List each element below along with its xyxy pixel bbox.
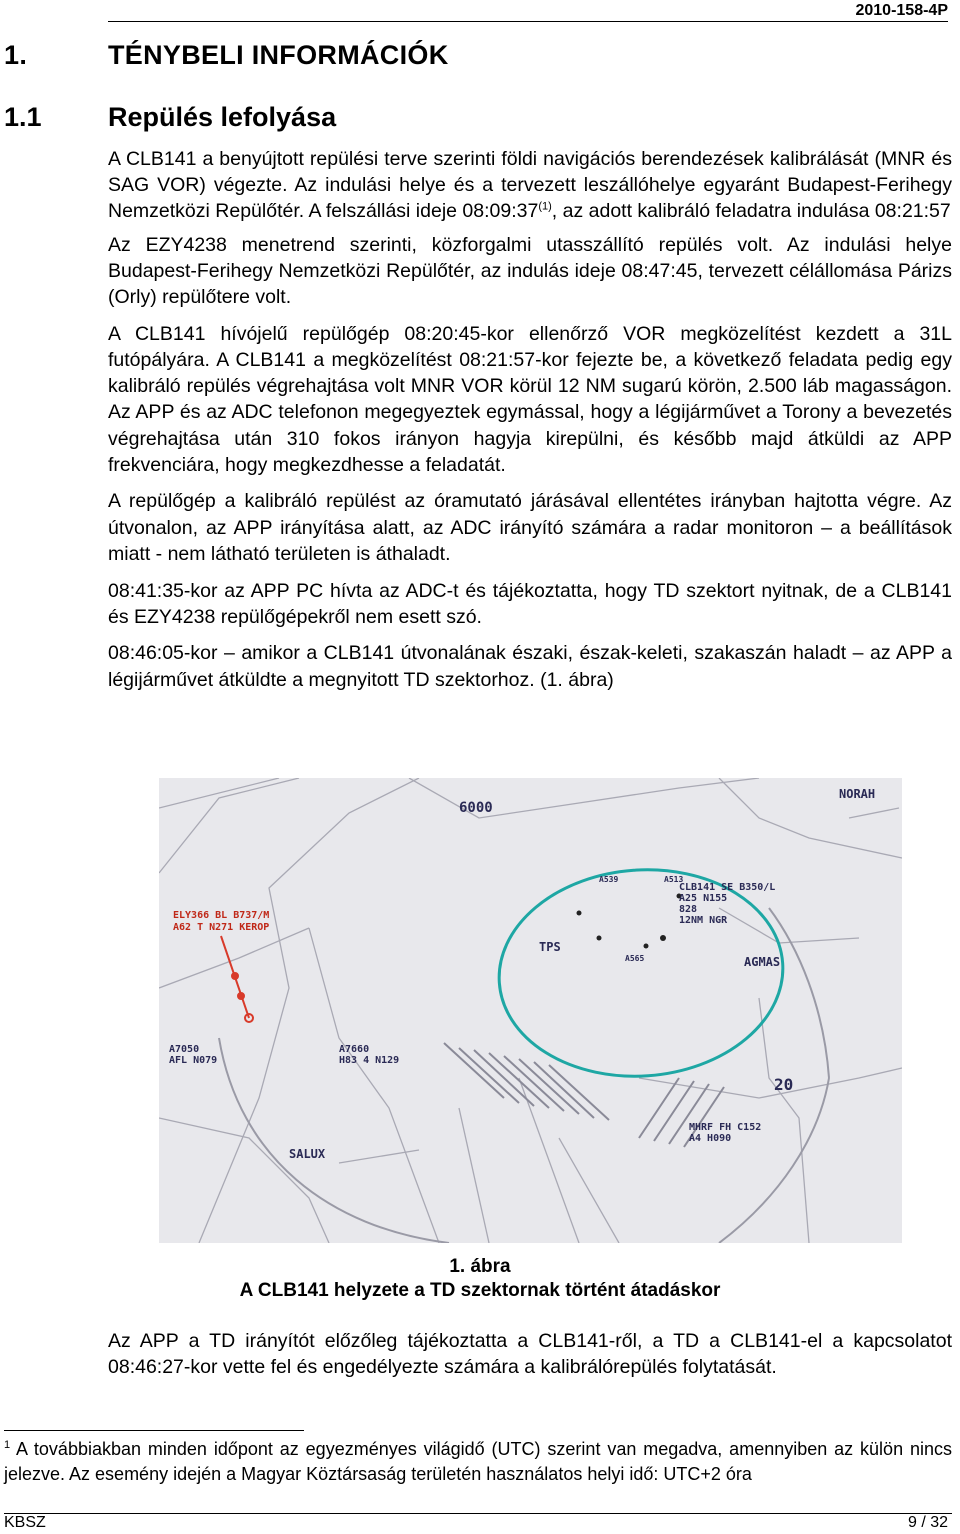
chapter-title: TÉNYBELI INFORMÁCIÓK xyxy=(108,40,449,70)
paragraph-1-text: A CLB141 a benyújtott repülési terve szerinti földi navigációs berendezések kalibrálását (MNR és SAG VOR) végezte. Az indulási helye és a tervezett leszállóhelye egyaránt Budapest-Ferihegy Nemzetközi Repülőtér. A felszállási ideje 08:09:37 xyxy=(108,148,952,223)
section-number: 1.1 xyxy=(4,102,42,132)
mark-a513: A513 xyxy=(664,875,684,884)
clb-tag-4: 12NM NGR xyxy=(679,915,728,926)
chapter-heading xyxy=(4,40,449,71)
footnote-ref: (1) xyxy=(538,200,552,213)
page-number: 9 / 32 xyxy=(907,1514,948,1531)
paragraph-3: A CLB141 hívójelű repülőgép 08:20:45-kor ellenőrző VOR megközelítést kezdett a 31L futópályára. A CLB141 a megközelítést 08:21:57-kor fejezte be, a következő feladata pedig egy kalibráló repülés végrehajtása volt MNR VOR körül 12 NM sugarú körön, 2.500 láb magasságon. Az APP és az ADC telefonon megegyeztek egymással, hogy a légijárművet a Torony a bevezetés végrehajtása után 310 fokos irányon hagyja kirepülni, és később majd átküldi az APP frekvenciára, hogy megkezdhesse a feladatát. xyxy=(108,322,952,476)
figure-caption-number: 1. ábra xyxy=(449,1256,511,1277)
paragraph-after-figure: Az APP a TD irányítót előzőleg tájékoztatta a CLB141-ről, a TD a CLB141-el a kapcsolatot 08:46:27-kor vette fel és engedélyezte számára a kalibrálórepülés folytatását. xyxy=(108,1330,952,1379)
chapter-number: 1. xyxy=(4,40,28,70)
radar-map xyxy=(159,778,902,1243)
paragraph-1 xyxy=(108,146,952,225)
tag-a7050-2: AFL N079 xyxy=(169,1055,218,1066)
header-rule xyxy=(108,21,948,22)
ezy-tag-1: ELY366 BL B737/M xyxy=(173,910,270,921)
tag-right-2: A4 H090 xyxy=(689,1133,732,1144)
paragraph-6: 08:46:05-kor – amikor a CLB141 útvonalának északi, észak-keleti, szakaszán haladt – az APP a légijárművet átküldte a megnyitott TD szektorhoz. (1. ábra) xyxy=(108,642,952,691)
clb-tag-1: CLB141 SE B350/L xyxy=(679,882,776,893)
fix-tps: TPS xyxy=(539,940,561,954)
figure-caption-title: A CLB141 helyzete a TD szektornak történt átadáskor xyxy=(239,1279,721,1301)
body-text xyxy=(108,146,952,703)
ezy-tag-2: A62 T N271 KEROP xyxy=(173,922,270,933)
section-heading xyxy=(4,102,336,133)
footnote-text: A továbbiakban minden időpont az egyezményes világidő (UTC) szerint van megadva, amennyiben az külön nincs jelezve. Az esemény idején a Magyar Köztársaság területén használatos helyi idő: UTC+2 óra xyxy=(4,1439,952,1484)
mark-a565: A565 xyxy=(625,954,645,963)
fix-salux: SALUX xyxy=(289,1147,326,1161)
footer-rule xyxy=(4,1513,952,1514)
section-title: Repülés lefolyása xyxy=(108,102,337,132)
mark-a539: A539 xyxy=(599,875,619,884)
fix-norah: NORAH xyxy=(839,787,876,801)
paragraph-1-tail: , az adott kalibráló feladatra indulása 08:21:57 xyxy=(551,200,951,223)
tag-a7660-2: H83 4 N129 xyxy=(339,1055,400,1066)
footnote xyxy=(4,1437,952,1487)
document-id: 2010-158-4P xyxy=(855,2,948,19)
footnote-marker: 1 xyxy=(4,1439,11,1451)
radar-background xyxy=(159,778,902,1243)
footer-publisher: KBSZ xyxy=(4,1514,46,1531)
tag-right-1: MHRF FH C152 xyxy=(689,1122,762,1133)
tag-a7660-1: A7660 xyxy=(339,1044,370,1055)
paragraph-4: A repülőgép a kalibráló repülést az óramutató járásával ellentétes irányban hajtotta végre. Az útvonalon, az APP irányítása alatt, az ADC irányító számára a radar monitoron – a beállítások miatt - nem látható területen is áthaladt. xyxy=(108,490,952,565)
paragraph-2: Az EZY4238 menetrend szerinti, közforgalmi utasszállító repülés volt. Az indulási helye Budapest-Ferihegy Nemzetközi Repülőtér, az indulás ideje 08:47:45, tervezett célállomása Párizs (Orly) repülőtere volt. xyxy=(108,233,952,309)
footnote-rule xyxy=(4,1430,304,1431)
marker-6000: 6000 xyxy=(459,800,493,816)
clb-tag-3: 828 xyxy=(679,904,698,915)
paragraph-5: 08:41:35-kor az APP PC hívta az ADC-t és tájékoztatta, hogy TD szektort nyitnak, de a CLB141 és EZY4238 repülőgépekről nem esett szó. xyxy=(108,579,952,628)
figure-caption xyxy=(0,1255,960,1302)
fix-agmas: AGMAS xyxy=(744,955,781,969)
radar-screenshot-figure xyxy=(159,778,902,1243)
marker-20: 20 xyxy=(774,1075,794,1094)
clb-tag-2: A25 N155 xyxy=(679,893,728,904)
tag-a7050-1: A7050 xyxy=(169,1044,200,1055)
